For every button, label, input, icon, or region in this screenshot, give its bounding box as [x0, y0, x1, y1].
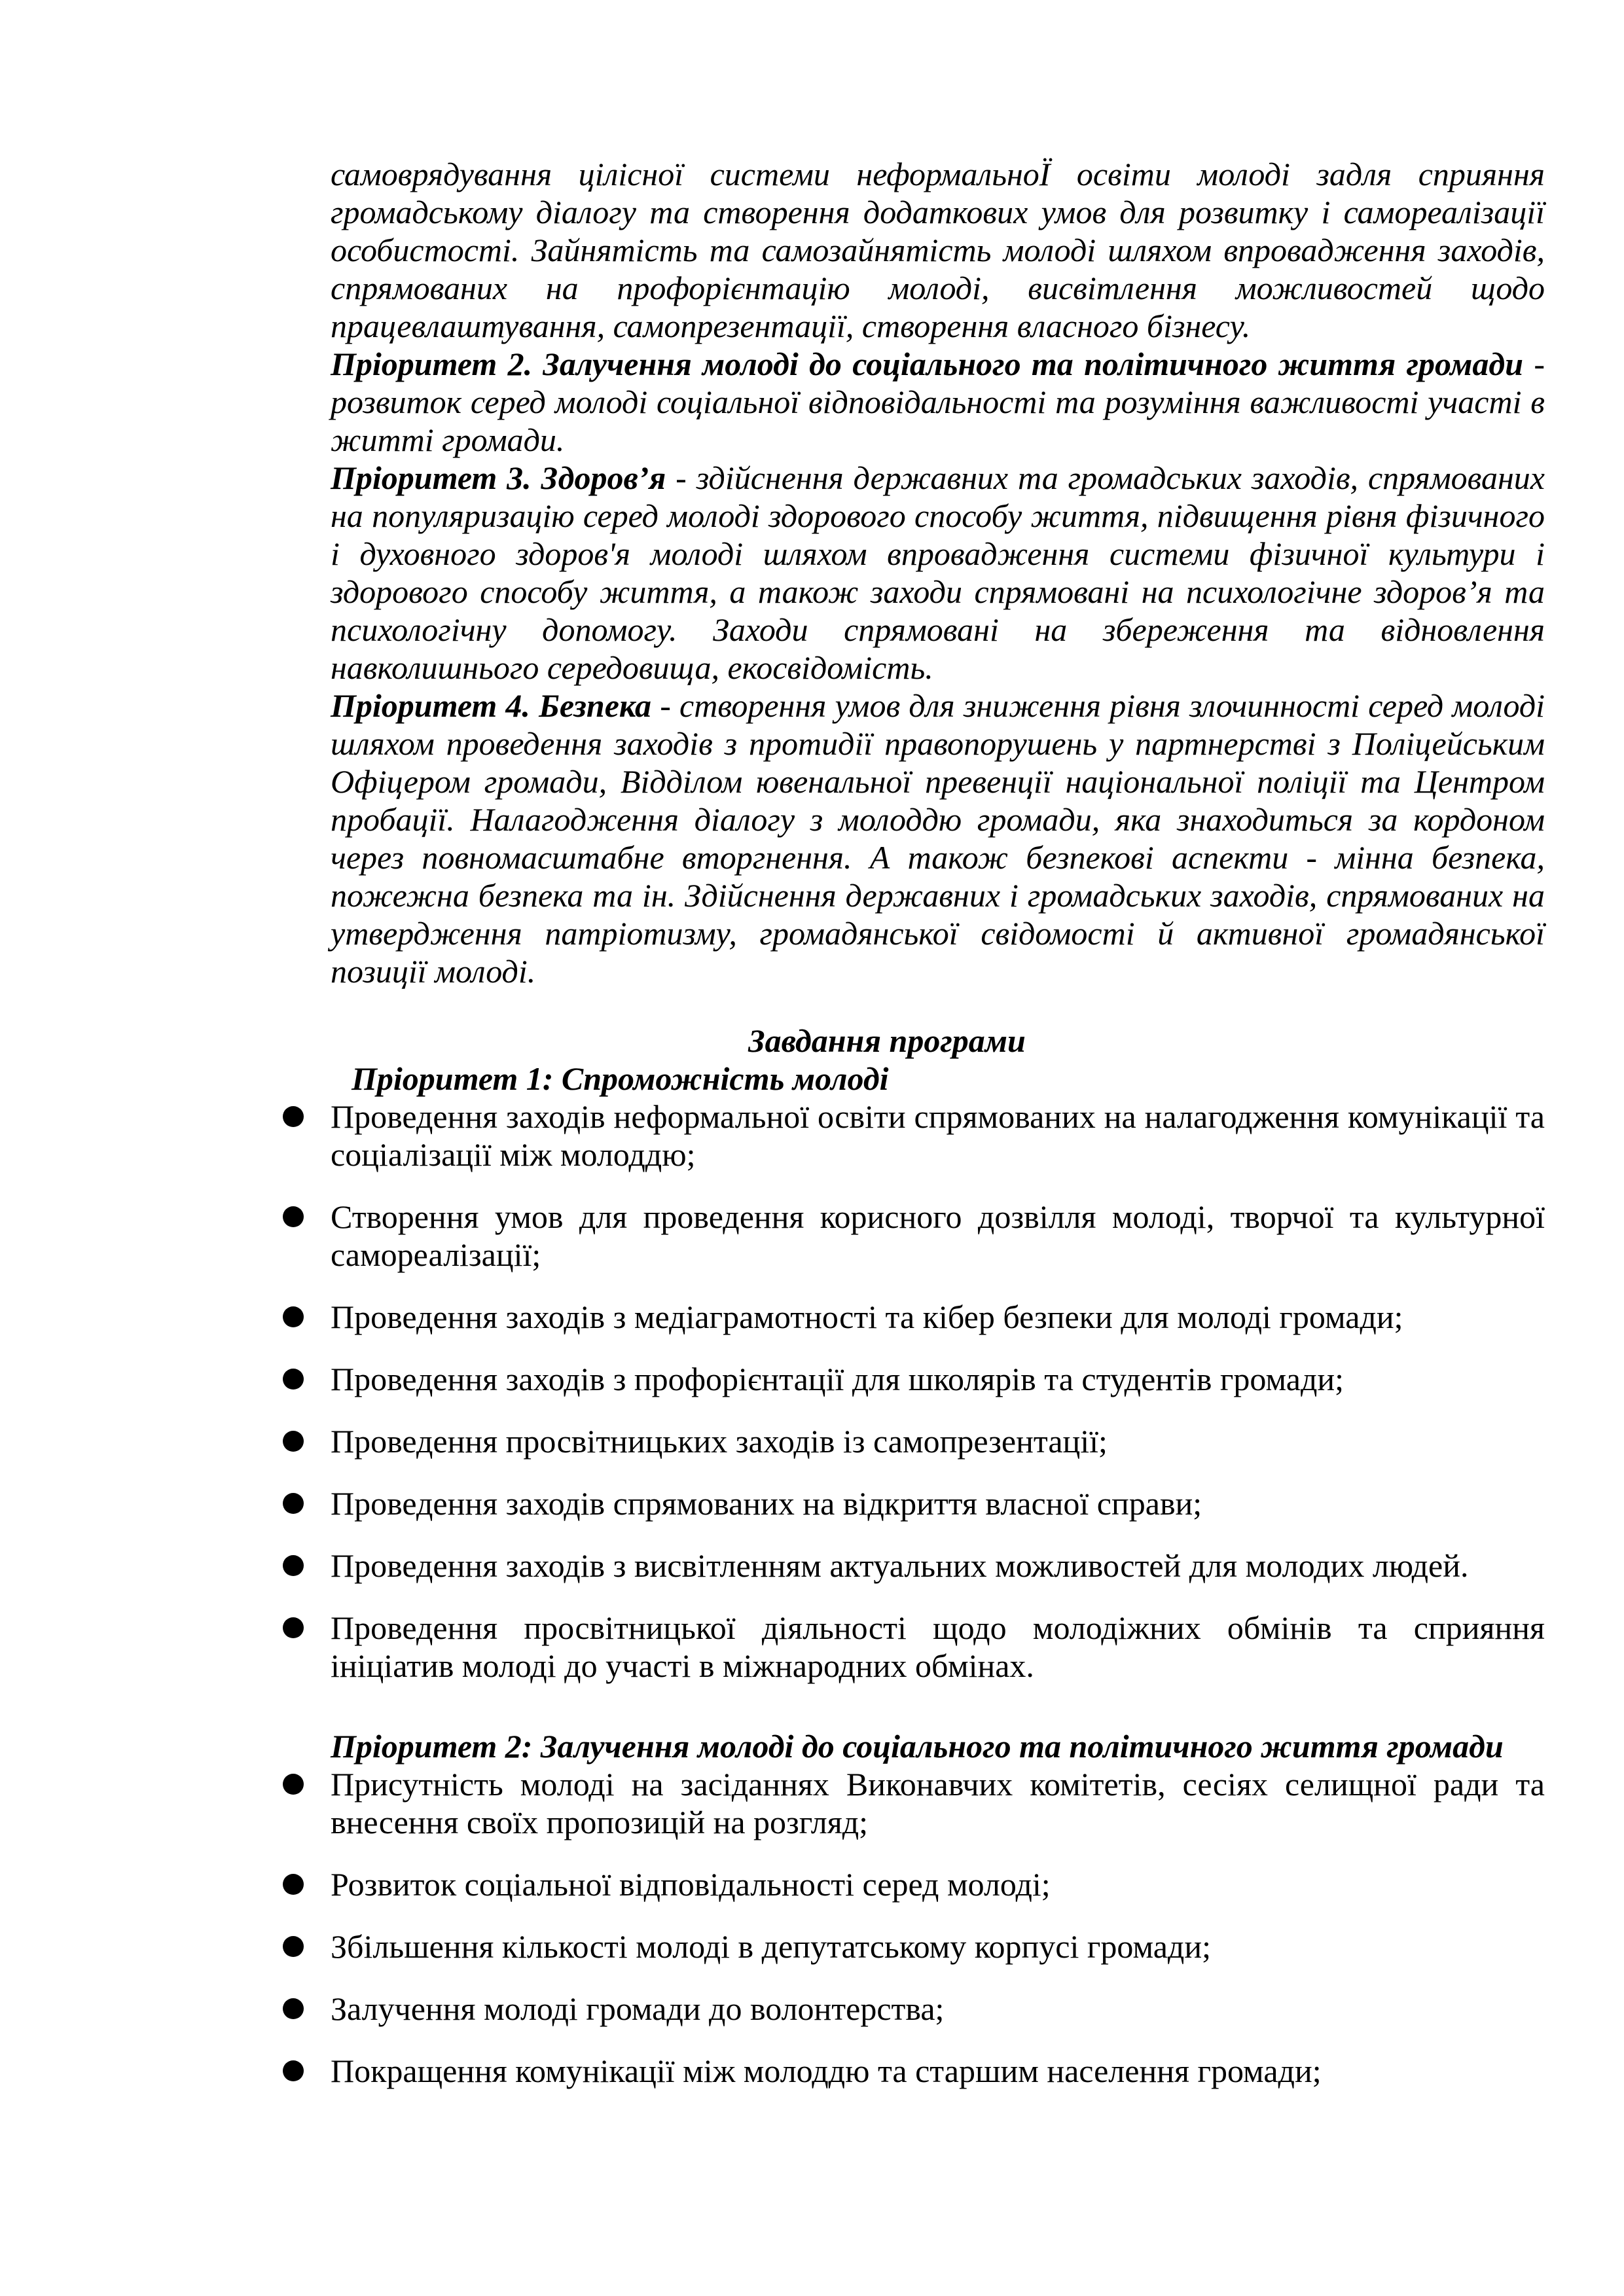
list-item-text: Проведення просвітницьких заходів із самопрезентації;: [331, 1423, 1108, 1460]
list-item-text: Розвиток соціальної відповідальності серед молоді;: [331, 1866, 1051, 1903]
list-item: [331, 1609, 1545, 1685]
bullet-icon: [283, 1431, 304, 1452]
document-content: [331, 155, 1545, 2114]
list-item-text: Проведення заходів з медіаграмотності та кібер безпеки для молоді громади;: [331, 1299, 1403, 1335]
list-item-text: Створення умов для проведення корисного дозвілля молоді, творчої та культурної самореалізації;: [331, 1198, 1545, 1273]
paragraph-continuation: [331, 155, 1545, 345]
list-item-text: Проведення заходів з висвітленням актуальних можливостей для молодих людей.: [331, 1547, 1469, 1584]
bullet-icon: [283, 2060, 304, 2081]
bullet-icon: [283, 1306, 304, 1327]
list-item: [331, 1298, 1545, 1336]
section-title: Завдання програми: [748, 1022, 1026, 1059]
list-item: [331, 1865, 1545, 1903]
list-item: [331, 1765, 1545, 1841]
paragraph-priority-2: [331, 345, 1545, 459]
list-item: [331, 1484, 1545, 1522]
paragraph-text: - створення умов для зниження рівня злочинності серед молоді шляхом проведення заходів з протидії правопорушень у партнерстві з Поліцейським Офіцером громади, Відділом ювенальної превенції національної поліції та Центром пробації. Налагодження діалогу з молоддю громади, яка знаходиться за кордоном через повномасштабне вторгнення. А також безпекові аспекти - мінна безпека, пожежна безпека та ін. Здійснення державних і громадських заходів, спрямованих на утвердження патріотизму, громадянської свідомості й активної громадянської позиції молоді.: [331, 687, 1545, 990]
bullet-icon: [283, 1555, 304, 1576]
list-item-text: Залучення молоді громади до волонтерства;: [331, 1990, 945, 2027]
priority-1-task-list: [331, 1098, 1545, 1685]
priority-1-heading: Пріоритет 1: Спроможність молоді: [352, 1060, 889, 1097]
bullet-icon: [283, 1206, 304, 1227]
priority-3-label: Пріоритет 3. Здоров’я: [331, 459, 666, 496]
list-item: [331, 1360, 1545, 1398]
paragraph-text: - здійснення державних та громадських заходів, спрямованих на популяризацію серед молоді здорового способу життя, підвищення рівня фізичного і духовного здоров'я молоді шляхом впровадження системи фізичної культури і здорового способу життя, а також заходи спрямовані на психологічне здоров’я та психологічну допомогу. Заходи спрямовані на збереження та відновлення навколишнього середовища, екосвідомість.: [331, 459, 1545, 686]
priority-2-task-list: [331, 1765, 1545, 2090]
bullet-icon: [283, 1617, 304, 1638]
list-item-text: Присутність молоді на засіданнях Виконавчих комітетів, сесіях селищної ради та внесення своїх пропозицій на розгляд;: [331, 1766, 1545, 1840]
bullet-icon: [283, 1998, 304, 2019]
bullet-icon: [283, 1936, 304, 1957]
paragraph-text: - розвиток серед молоді соціальної відповідальності та розуміння важливості участі в житті громади.: [331, 346, 1545, 458]
priority-2-heading: Пріоритет 2: Залучення молоді до соціального та політичного життя громади: [331, 1728, 1504, 1765]
list-item: [331, 1198, 1545, 1274]
paragraph-priority-3: [331, 459, 1545, 687]
list-item-text: Покращення комунікації між молоддю та старшим населення громади;: [331, 2053, 1322, 2089]
bullet-icon: [283, 1369, 304, 1390]
list-item: [331, 1422, 1545, 1460]
paragraph-text: самоврядування цілісної системи неформальноЇ освіти молоді задля сприяння громадському діалогу та створення додаткових умов для розвитку і самореалізації особистості. Зайнятість та самозайнятість молоді шляхом впровадження заходів, спрямованих на профорієнтацію молоді, висвітлення можливостей щодо працевлаштування, самопрезентації, створення власного бізнесу.: [331, 156, 1545, 344]
list-item-text: Проведення просвітницької діяльності щодо молодіжних обмінів та сприяння ініціатив молоді до участі в міжнародних обмінах.: [331, 1609, 1545, 1684]
list-item-text: Проведення заходів з профорієнтації для школярів та студентів громади;: [331, 1361, 1344, 1397]
list-item-text: Збільшення кількості молоді в депутатському корпусі громади;: [331, 1928, 1212, 1965]
list-item-text: Проведення заходів неформальної освіти спрямованих на налагодження комунікації та соціалізації між молоддю;: [331, 1098, 1545, 1173]
priority-2-label: Пріоритет 2. Залучення молоді до соціального та політичного життя громади: [331, 346, 1524, 382]
bullet-icon: [283, 1874, 304, 1895]
list-item: [331, 2052, 1545, 2090]
list-item-text: Проведення заходів спрямованих на відкриття власної справи;: [331, 1485, 1202, 1522]
priority-4-label: Пріоритет 4. Безпека: [331, 687, 652, 724]
list-item: [331, 1547, 1545, 1585]
bullet-icon: [283, 1106, 304, 1127]
list-item: [331, 1990, 1545, 2028]
paragraph-priority-4: [331, 687, 1545, 990]
bullet-icon: [283, 1493, 304, 1514]
list-item: [331, 1928, 1545, 1965]
bullet-icon: [283, 1774, 304, 1795]
list-item: [331, 1098, 1545, 1174]
